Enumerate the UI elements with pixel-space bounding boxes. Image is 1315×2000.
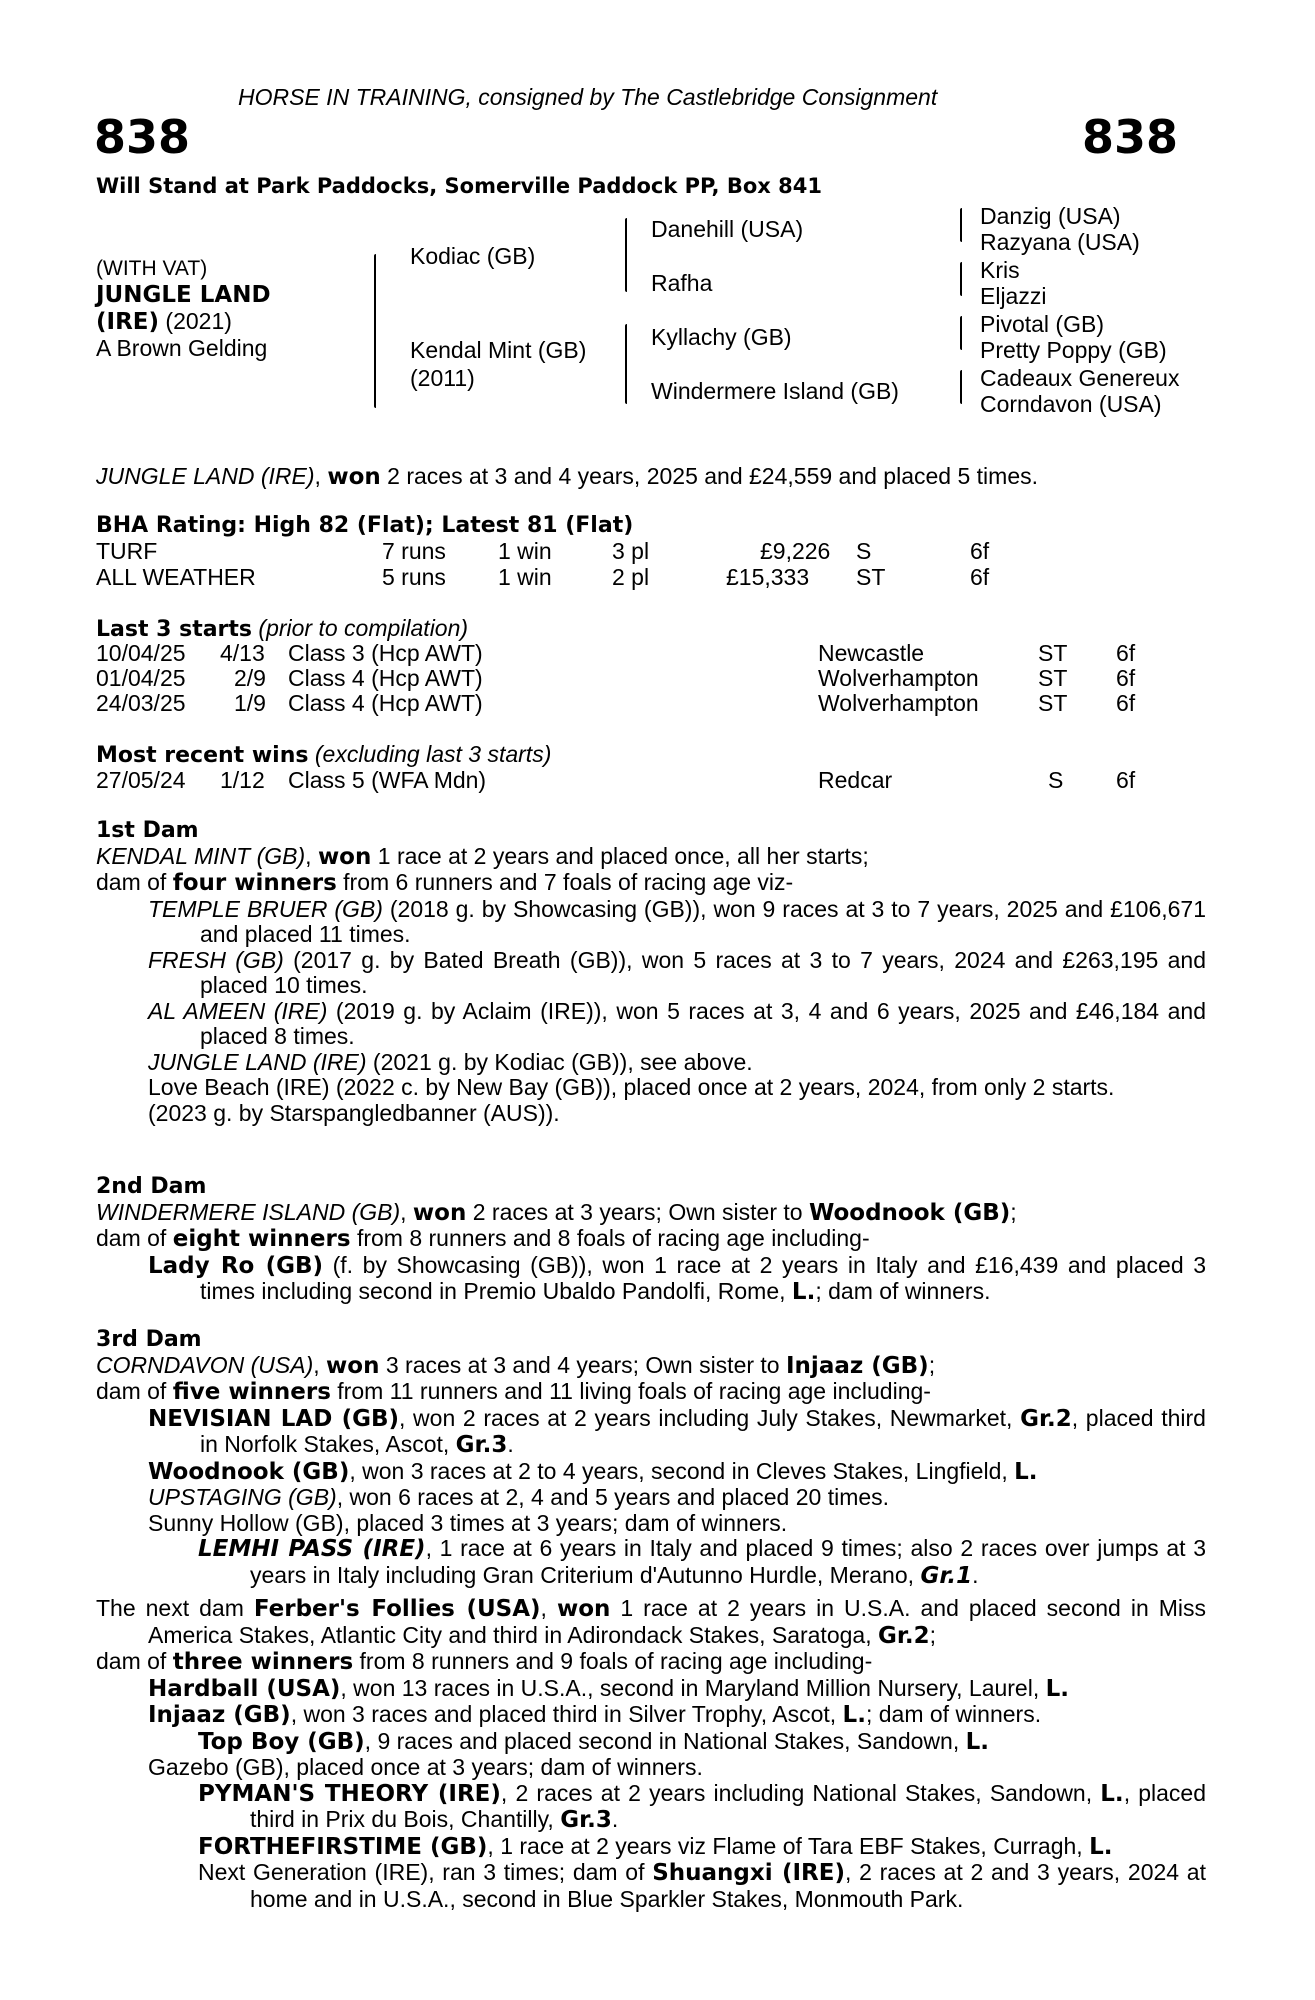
last-starts-heading: Last 3 starts bbox=[96, 617, 253, 642]
progeny-end: . bbox=[972, 1561, 979, 1588]
start-dist: 6f bbox=[1116, 640, 1136, 666]
list-item bbox=[96, 1406, 1206, 1459]
next-dam-record: 1 race at 2 years in U.S.A. and placed second in Miss America Stakes, Atlantic City and third in Adirondack Stakes, Saratoga, bbox=[148, 1595, 1207, 1648]
second-dam-produce-a: dam of bbox=[96, 1225, 173, 1251]
progeny-record: (2019 g. by Aclaim (IRE)), won 5 races at 3, 4 and 6 years, 2025 and £46,184 and placed 8 times. bbox=[200, 997, 1206, 1049]
start-course: Wolverhampton bbox=[818, 665, 979, 691]
third-dam-produce-a: dam of bbox=[96, 1378, 173, 1404]
progeny-record: Gazebo (GB), placed once at 3 years; dam of winners. bbox=[148, 1754, 703, 1780]
pedigree-brace-sd bbox=[960, 262, 962, 296]
first-dam-produce-a: dam of bbox=[96, 869, 173, 895]
first-dam-record: 1 race at 2 years and placed once, all her starts; bbox=[371, 842, 869, 869]
listed-badge: L. bbox=[791, 1279, 816, 1305]
start-course: Wolverhampton bbox=[818, 690, 979, 716]
rating-title: BHA Rating: High 82 (Flat); Latest 81 (Flat) bbox=[96, 513, 634, 538]
second-dam-won: won bbox=[412, 1199, 467, 1226]
last-starts-title bbox=[96, 615, 468, 643]
pedigree-brace-main bbox=[374, 254, 376, 408]
progeny-name: FORTHEFIRSTIME (GB) bbox=[198, 1833, 488, 1860]
progeny-record: (f. by Showcasing (GB)), won 1 race at 2 years in Italy and £16,439 and placed 3 times including second in Premio Ubaldo Pandolfi, Rome, bbox=[200, 1251, 1206, 1304]
win-going: S bbox=[1048, 767, 1064, 793]
rating-money: £15,333 bbox=[726, 564, 810, 590]
first-dam-name: KENDAL MINT (GB) bbox=[96, 842, 306, 869]
list-item bbox=[96, 999, 1206, 1050]
third-dam-record: 3 races at 3 and 4 years; Own sister to bbox=[379, 1351, 786, 1378]
progeny-name: Hardball (USA) bbox=[148, 1675, 341, 1702]
horse-identity bbox=[96, 256, 271, 361]
vat-label: (WITH VAT) bbox=[96, 257, 208, 280]
start-going: ST bbox=[1038, 665, 1068, 691]
horse-origin: (IRE) bbox=[96, 309, 160, 335]
first-dam-title: 1st Dam bbox=[96, 818, 199, 843]
list-item bbox=[96, 1755, 1206, 1781]
list-item bbox=[96, 1485, 1206, 1511]
rating-surface: ALL WEATHER bbox=[96, 564, 256, 590]
listed-badge: L. bbox=[842, 1702, 866, 1728]
win-date: 27/05/24 bbox=[96, 767, 186, 793]
group-badge: Gr.3 bbox=[560, 1807, 612, 1833]
pedigree-dds: Cadeaux Genereux bbox=[980, 365, 1180, 391]
progeny-name: Lady Ro (GB) bbox=[148, 1252, 324, 1279]
lot-number-left: 838 bbox=[94, 110, 191, 164]
last-starts-note: (prior to compilation) bbox=[252, 615, 469, 641]
second-dam-section: 2nd Dam WINDERMERE ISLAND (GB), won 2 races at 3 years; Own sister to Woodnook (GB); dam of eight winners from 8 runners and 8 foals of racing age including- Lady Ro (GB) (f. by Showcasing (GB)), won 1 race at 2 years in Italy and £16,439 and placed 3 times including second in Premio Ubaldo Pandolfi, Rome, L.; dam of winners. bbox=[96, 1174, 1206, 1305]
progeny-record: Sunny Hollow (GB), placed 3 times at 3 years; dam of winners. bbox=[148, 1509, 788, 1536]
consignment-line: HORSE IN TRAINING, consigned by The Castlebridge Consignment bbox=[238, 84, 938, 110]
second-dam-winners: eight winners bbox=[172, 1226, 351, 1252]
list-item bbox=[96, 1075, 1206, 1101]
third-dam-end: ; bbox=[928, 1351, 936, 1378]
progeny-name: PYMAN'S THEORY (IRE) bbox=[198, 1780, 501, 1807]
progeny-name: LEMHI PASS (IRE) bbox=[198, 1536, 426, 1562]
progeny-record: , won 2 races at 2 years including July Stakes, Newmarket, bbox=[399, 1404, 1021, 1431]
recent-wins-heading: Most recent wins bbox=[96, 743, 309, 768]
list-item bbox=[96, 1511, 1206, 1537]
pedigree-dam-dam: Windermere Island (GB) bbox=[651, 378, 899, 404]
next-dam-produce-a: dam of bbox=[96, 1648, 173, 1674]
list-item bbox=[96, 1729, 1206, 1756]
list-item bbox=[96, 1459, 1206, 1486]
next-dam-won: won bbox=[556, 1596, 611, 1622]
third-dam-sister: Injaaz (GB) bbox=[786, 1352, 929, 1379]
next-dam-winners: three winners bbox=[172, 1649, 354, 1675]
progeny-name: AL AMEEN (IRE) bbox=[148, 997, 328, 1024]
next-dam-prefix: The next dam bbox=[96, 1595, 254, 1621]
start-date: 01/04/25 bbox=[96, 665, 186, 691]
progeny-prefix: Next Generation (IRE), ran 3 times; dam of bbox=[198, 1859, 653, 1885]
win-pos: 1/12 bbox=[220, 767, 265, 793]
second-dam-title: 2nd Dam bbox=[96, 1174, 207, 1199]
third-dam-name: CORNDAVON (USA) bbox=[96, 1351, 314, 1378]
progeny-end: ; dam of winners. bbox=[815, 1278, 991, 1304]
group-badge: Gr.2 bbox=[1020, 1405, 1072, 1432]
win-course: Redcar bbox=[818, 767, 893, 793]
start-date: 10/04/25 bbox=[96, 640, 186, 666]
summary-won: won bbox=[327, 464, 381, 490]
rating-going: ST bbox=[856, 564, 886, 590]
win-class: Class 5 (WFA Mdn) bbox=[288, 767, 487, 793]
start-pos: 4/13 bbox=[220, 640, 265, 666]
progeny-name: Top Boy (GB) bbox=[198, 1728, 365, 1755]
rating-dist: 6f bbox=[970, 564, 990, 590]
progeny-record: (2023 g. by Starspangledbanner (AUS)). bbox=[148, 1099, 560, 1126]
list-item bbox=[96, 1536, 1206, 1589]
pedigree-brace-ss bbox=[960, 208, 962, 242]
progeny-record: (2021 g. by Kodiac (GB)), see above. bbox=[366, 1048, 753, 1075]
progeny-name: UPSTAGING (GB) bbox=[148, 1484, 337, 1510]
progeny-record: , won 13 races in U.S.A., second in Maryland Million Nursery, Laurel, bbox=[340, 1674, 1046, 1701]
progeny-name: NEVISIAN LAD (GB) bbox=[148, 1405, 400, 1432]
rating-money: £9,226 bbox=[760, 538, 831, 564]
group-badge: Gr.3 bbox=[455, 1432, 508, 1458]
listed-badge: L. bbox=[965, 1728, 990, 1755]
start-class: Class 4 (Hcp AWT) bbox=[288, 690, 483, 716]
progeny-record: , 1 race at 2 years viz Flame of Tara EBF Stakes, Curragh, bbox=[487, 1832, 1090, 1859]
pedigree-brace-sire bbox=[625, 218, 627, 292]
group-badge: Gr.2 bbox=[877, 1622, 930, 1649]
progeny-record: , won 6 races at 2, 4 and 5 years and placed 20 times. bbox=[336, 1484, 890, 1510]
horse-name: JUNGLE LAND bbox=[96, 282, 271, 308]
pedigree-dam-sire: Kyllachy (GB) bbox=[651, 324, 792, 350]
start-pos: 1/9 bbox=[234, 690, 266, 716]
start-course: Newcastle bbox=[818, 640, 925, 666]
listed-badge: L. bbox=[1100, 1780, 1124, 1807]
pedigree-dss: Pivotal (GB) bbox=[980, 311, 1104, 337]
second-dam-produce-c: from 8 runners and 8 foals of racing age including- bbox=[350, 1225, 870, 1251]
win-dist: 6f bbox=[1116, 767, 1136, 793]
list-item bbox=[96, 1834, 1206, 1861]
rating-runs: 7 runs bbox=[382, 538, 446, 564]
list-item bbox=[96, 1253, 1206, 1306]
list-item bbox=[96, 1860, 1206, 1912]
third-dam-produce-c: from 11 runners and 11 living foals of racing age including- bbox=[330, 1378, 931, 1404]
progeny-record-2: , placed third in Prix du Bois, Chantilly, bbox=[250, 1779, 1207, 1832]
horse-description: A Brown Gelding bbox=[96, 335, 268, 361]
lot-number-right: 838 bbox=[1082, 110, 1179, 164]
progeny-name: Shuangxi (IRE) bbox=[652, 1860, 845, 1886]
pedigree-ssd: Razyana (USA) bbox=[980, 229, 1140, 255]
listed-badge: L. bbox=[1045, 1675, 1070, 1702]
listed-badge: L. bbox=[1089, 1833, 1113, 1860]
rating-going: S bbox=[856, 538, 872, 564]
pedigree-sire-dam: Rafha bbox=[651, 270, 713, 296]
rating-dist: 6f bbox=[970, 538, 990, 564]
pedigree-dsd: Pretty Poppy (GB) bbox=[980, 337, 1167, 363]
progeny-name: JUNGLE LAND (IRE) bbox=[148, 1048, 367, 1075]
rating-runs: 5 runs bbox=[382, 564, 446, 590]
progeny-record: , won 3 races at 2 to 4 years, second in Cleves Stakes, Lingfield, bbox=[349, 1457, 1015, 1484]
location-line: Will Stand at Park Paddocks, Somerville Paddock PP, Box 841 bbox=[96, 174, 822, 198]
progeny-name: TEMPLE BRUER (GB) bbox=[148, 895, 383, 922]
list-item bbox=[96, 1702, 1206, 1729]
first-dam-produce-c: from 6 runners and 7 foals of racing age viz- bbox=[336, 869, 794, 895]
progeny-record: Love Beach (IRE) (2022 c. by New Bay (GB)), placed once at 2 years, 2024, from only 2 starts. bbox=[148, 1074, 1115, 1100]
pedigree-sds: Kris bbox=[980, 257, 1020, 283]
progeny-record: , won 3 races and placed third in Silver Trophy, Ascot, bbox=[290, 1701, 843, 1727]
progeny-end: . bbox=[507, 1431, 514, 1457]
third-dam-title: 3rd Dam bbox=[96, 1327, 202, 1352]
next-dam-intro: The next dam Ferber's Follies (USA), won 1 race at 2 years in U.S.A. and placed second in Miss America Stakes, Atlantic City and third in Adirondack Stakes, Saratoga, Gr.2; bbox=[96, 1595, 1207, 1649]
pedigree-sss: Danzig (USA) bbox=[980, 203, 1121, 229]
progeny-name: Injaaz (GB) bbox=[148, 1702, 291, 1728]
progeny-record-2: , placed third in Norfolk Stakes, Ascot, bbox=[200, 1404, 1206, 1457]
start-dist: 6f bbox=[1116, 665, 1136, 691]
progeny-name: FRESH (GB) bbox=[148, 946, 284, 973]
list-item bbox=[96, 1101, 1206, 1127]
recent-wins-title bbox=[96, 741, 551, 769]
list-item bbox=[96, 1050, 1206, 1076]
horse-year: (2021) bbox=[159, 308, 232, 334]
progeny-end: . bbox=[611, 1806, 619, 1832]
next-dam-produce-c: from 8 runners and 9 foals of racing age including- bbox=[353, 1648, 873, 1674]
group-badge: Gr.1 bbox=[920, 1562, 973, 1589]
first-dam-winners: four winners bbox=[172, 870, 337, 896]
third-dam-winners: five winners bbox=[172, 1379, 331, 1405]
rating-surface: TURF bbox=[96, 538, 158, 564]
second-dam-end: ; bbox=[1010, 1198, 1017, 1225]
second-dam-sister: Woodnook (GB) bbox=[808, 1199, 1011, 1226]
progeny-record: , 1 race at 6 years in Italy and placed 9 times; also 2 races over jumps at 3 years in Italy including Gran Criterium d'Autunno Hurdle, Merano, bbox=[250, 1535, 1206, 1588]
list-item bbox=[96, 948, 1206, 999]
start-class: Class 4 (Hcp AWT) bbox=[288, 665, 483, 691]
start-class: Class 3 (Hcp AWT) bbox=[288, 640, 483, 666]
next-dam-end: ; bbox=[929, 1621, 937, 1648]
progeny-record: , 9 races and placed second in National Stakes, Sandown, bbox=[364, 1727, 966, 1754]
progeny-record: , 2 races at 2 years including National Stakes, Sandown, bbox=[500, 1779, 1101, 1806]
first-dam-won: won bbox=[317, 843, 372, 870]
listed-badge: L. bbox=[1014, 1458, 1038, 1485]
progeny-record: (2018 g. by Showcasing (GB)), won 9 races at 3 to 7 years, 2025 and £106,671 and placed 11 times. bbox=[200, 895, 1206, 947]
start-pos: 2/9 bbox=[234, 665, 266, 691]
rating-wins: 1 win bbox=[498, 564, 552, 590]
pedigree-brace-dd bbox=[960, 370, 962, 404]
pedigree-dam: Kendal Mint (GB) bbox=[410, 337, 587, 363]
next-dam-name: Ferber's Follies (USA) bbox=[253, 1596, 541, 1622]
start-dist: 6f bbox=[1116, 690, 1136, 716]
progeny-end: ; dam of winners. bbox=[865, 1701, 1042, 1727]
list-item bbox=[96, 1676, 1206, 1703]
first-dam-section: 1st Dam KENDAL MINT (GB), won 1 race at 2 years and placed once, all her starts; dam of four winners from 6 runners and 7 foals of racing age viz- TEMPLE BRUER (GB) (2018 g. by Showcasing (GB)), won 9 races at 3 to 7 years, 2025 and £106,671 and placed 11 times. FRESH (GB) (2017 g. by Bated Breath (GB)), won 5 races at 3 to 7 years, 2024 and £263,195 and placed 10 times. AL AMEEN (IRE) (2019 g. by Aclaim (IRE)), won 5 races at 3, 4 and 6 years, 2025 and £46,184 and placed 8 times. JUNGLE LAND (IRE) (2021 g. by Kodiac (GB)), see above. Love Beach (IRE) (2022 c. by New Bay (GB)), placed once at 2 years, 2024, from only 2 starts. (2023 g. by Starspangledbanner (AUS)). bbox=[96, 818, 1206, 1126]
start-going: ST bbox=[1038, 640, 1068, 666]
race-summary: JUNGLE LAND (IRE), won 2 races at 3 and 4 years, 2025 and £24,559 and placed 5 times. bbox=[96, 463, 1038, 490]
pedigree-ddd: Corndavon (USA) bbox=[980, 391, 1162, 417]
progeny-name: Woodnook (GB) bbox=[148, 1458, 350, 1485]
progeny-record: , 2 races at 2 and 3 years, 2024 at home and in U.S.A., second in Blue Sparkler Stakes, Monmouth Park. bbox=[250, 1859, 1206, 1912]
pedigree-sire-sire: Danehill (USA) bbox=[651, 216, 804, 242]
summary-text: 2 races at 3 and 4 years, 2025 and £24,559 and placed 5 times. bbox=[380, 463, 1038, 489]
pedigree-sdd: Eljazzi bbox=[980, 283, 1047, 309]
summary-name: JUNGLE LAND (IRE) bbox=[96, 463, 315, 489]
pedigree-dam-year: (2011) bbox=[410, 365, 475, 391]
pedigree-brace-ds bbox=[960, 316, 962, 350]
list-item bbox=[96, 1781, 1206, 1834]
progeny-record: (2017 g. by Bated Breath (GB)), won 5 races at 3 to 7 years, 2024 and £263,195 and placed 10 times. bbox=[200, 946, 1206, 998]
next-dam-section bbox=[96, 1596, 1206, 1912]
start-date: 24/03/25 bbox=[96, 690, 186, 716]
third-dam-won: won bbox=[326, 1352, 380, 1379]
third-dam-section: 3rd Dam CORNDAVON (USA), won 3 races at 3 and 4 years; Own sister to Injaaz (GB); dam of five winners from 11 runners and 11 living foals of racing age including- NEVISIAN LAD (GB), won 2 races at 2 years including July Stakes, Newmarket, Gr.2, placed third in Norfolk Stakes, Ascot, Gr.3. Woodnook (GB), won 3 races at 2 to 4 years, second in Cleves Stakes, Lingfield, L. UPSTAGING (GB), won 6 races at 2, 4 and 5 years and placed 20 times. Sunny Hollow (GB), placed 3 times at 3 years; dam of winners. LEMHI PASS (IRE), 1 race at 6 years in Italy and placed 9 times; also 2 races over jumps at 3 years in Italy including Gran Criterium d'Autunno Hurdle, Merano, Gr.1. bbox=[96, 1327, 1206, 1589]
recent-wins-note: (excluding last 3 starts) bbox=[308, 741, 552, 767]
rating-pl: 2 pl bbox=[612, 564, 650, 590]
rating-wins: 1 win bbox=[498, 538, 552, 564]
list-item bbox=[96, 897, 1206, 948]
pedigree-sire: Kodiac (GB) bbox=[410, 243, 536, 269]
second-dam-record: 2 races at 3 years; Own sister to bbox=[466, 1198, 809, 1225]
second-dam-name: WINDERMERE ISLAND (GB) bbox=[96, 1198, 401, 1225]
rating-pl: 3 pl bbox=[612, 538, 650, 564]
start-going: ST bbox=[1038, 690, 1068, 716]
pedigree-brace-dam bbox=[625, 324, 627, 404]
